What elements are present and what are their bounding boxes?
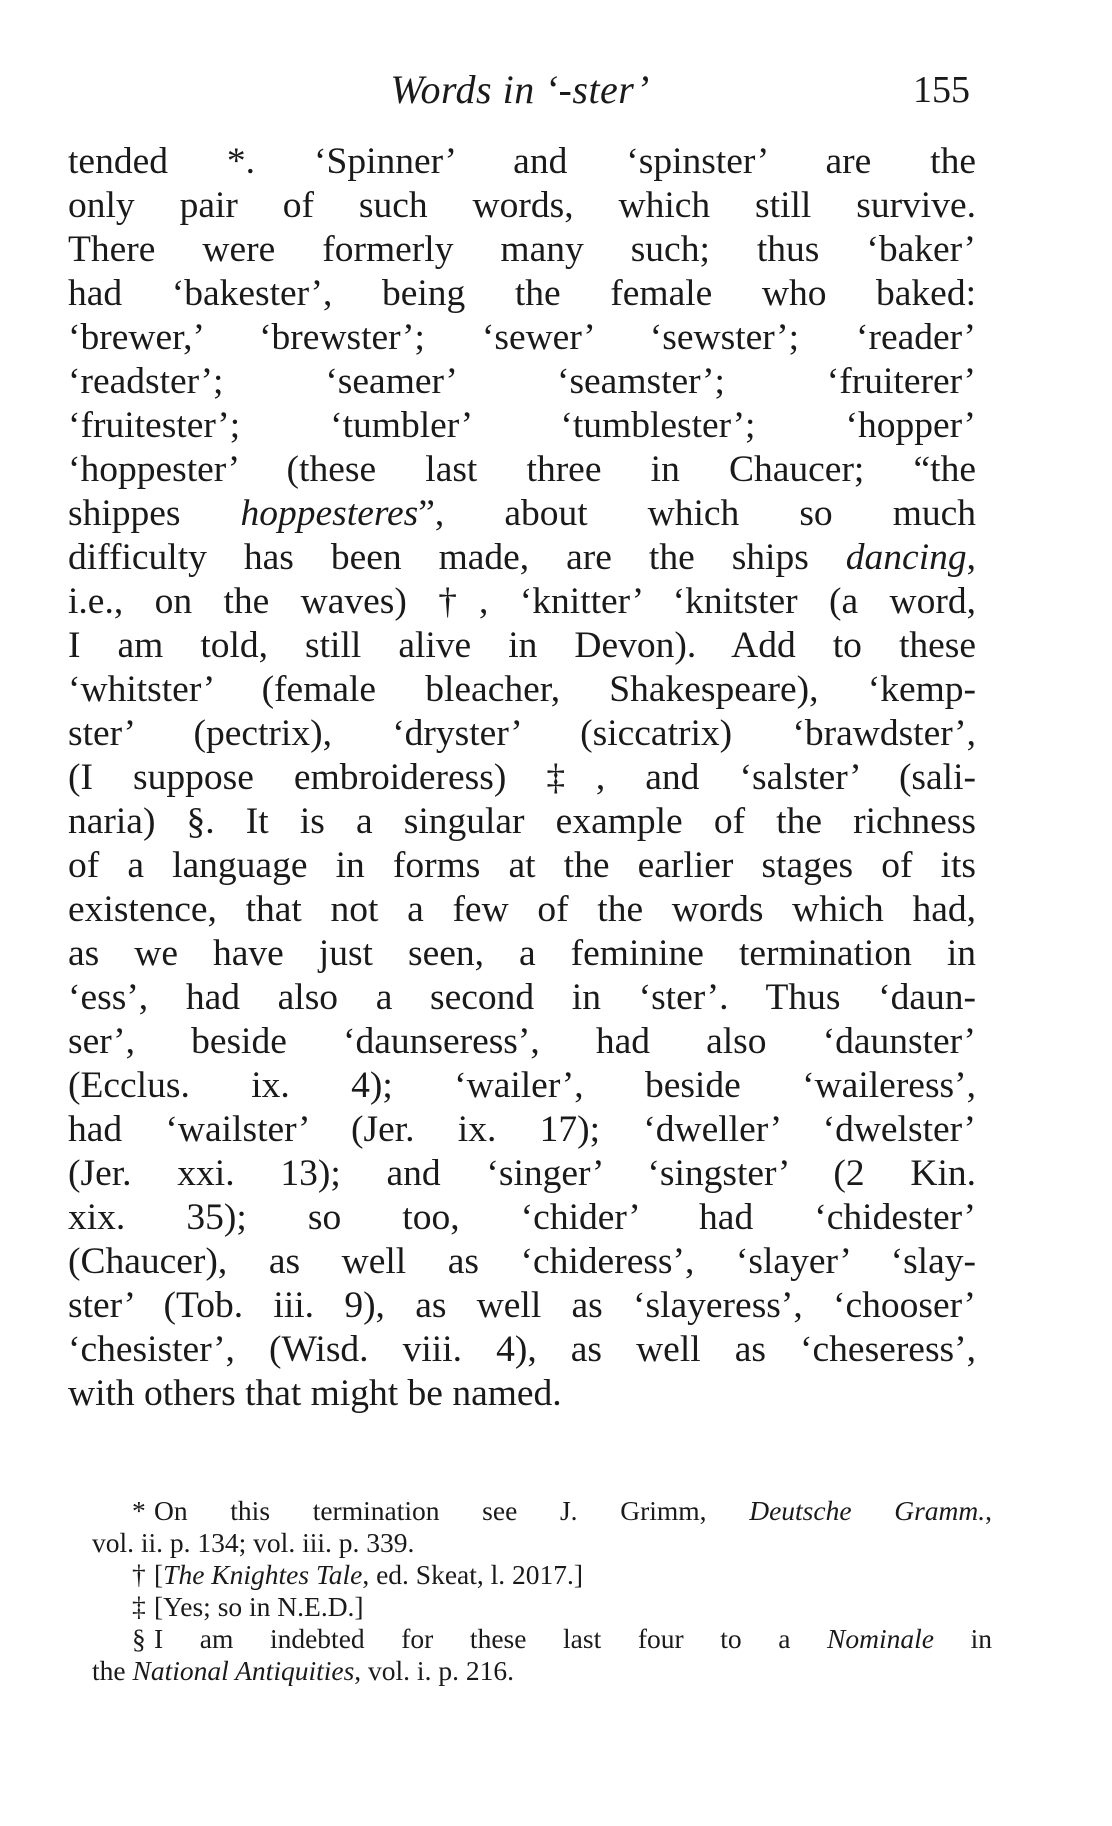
text-line: had ‘wailster’ (Jer. ix. 17); ‘dweller’ ‘dwelster’ bbox=[68, 1109, 976, 1150]
italic-term: National Antiquities bbox=[132, 1655, 355, 1686]
text-line: ster’ (Tob. iii. 9), as well as ‘slayeress’, ‘chooser’ bbox=[68, 1285, 976, 1326]
text-segment: shippes bbox=[68, 493, 241, 534]
text-line: ser’, beside ‘daunseress’, had also ‘daunster’ bbox=[68, 1021, 976, 1062]
italic-term: Deutsche Gramm. bbox=[749, 1495, 986, 1526]
running-title-suffix: ‘-ster’ bbox=[544, 67, 650, 112]
footnote-2 bbox=[92, 1559, 992, 1591]
footnote-4-continued bbox=[92, 1655, 992, 1687]
footnote-1-continued: vol. ii. p. 134; vol. iii. p. 339. bbox=[92, 1527, 415, 1558]
text-line: ‘brewer,’ ‘brewster’; ‘sewer’ ‘sewster’; ‘reader’ bbox=[68, 317, 976, 358]
text-segment: the bbox=[92, 1655, 133, 1686]
text-line: had ‘bakester’, being the female who baked: bbox=[68, 273, 976, 314]
text-segment: [Yes; so in N.E.D.] bbox=[154, 1591, 364, 1622]
text-line: ‘whitster’ (female bleacher, Shakespeare), ‘kemp- bbox=[68, 669, 976, 710]
text-line: I am told, still alive in Devon). Add to these bbox=[68, 625, 976, 666]
text-segment: , ed. Skeat, l. 2017.] bbox=[362, 1559, 584, 1590]
text-line: with others that might be named. bbox=[68, 1373, 562, 1414]
footnote-4 bbox=[92, 1623, 992, 1655]
body-text bbox=[68, 140, 976, 1416]
text-line: tended *. ‘Spinner’ and ‘spinster’ are the bbox=[68, 141, 976, 182]
text-line: ‘fruitester’; ‘tumbler’ ‘tumblester’; ‘hopper’ bbox=[68, 405, 976, 446]
text-line: (Ecclus. ix. 4); ‘wailer’, beside ‘waileress’, bbox=[68, 1065, 976, 1106]
text-line: only pair of such words, which still survive. bbox=[68, 185, 976, 226]
text-line: as we have just seen, a feminine termination in bbox=[68, 933, 976, 974]
text-segment: I am indebted for these last four to a bbox=[154, 1623, 828, 1654]
running-title-text: Words in bbox=[390, 67, 535, 112]
running-title bbox=[70, 62, 970, 118]
text-line: i.e., on the waves) †, ‘knitter’ ‘knitster (a word, bbox=[68, 581, 976, 622]
text-line: (Jer. xxi. 13); and ‘singer’ ‘singster’ (2 Kin. bbox=[68, 1153, 976, 1194]
text-segment: [ bbox=[154, 1559, 164, 1590]
text-line: ‘ess’, had also a second in ‘ster’. Thus ‘daun- bbox=[68, 977, 976, 1018]
text-line: naria) §. It is a singular example of the richness bbox=[68, 801, 976, 842]
text-line: existence, that not a few of the words which had, bbox=[68, 889, 976, 930]
text-segment: in bbox=[934, 1623, 992, 1654]
italic-term: Nominale bbox=[827, 1623, 934, 1654]
text-line: ‘hoppester’ (these last three in Chaucer; “the bbox=[68, 449, 976, 490]
text-segment: , vol. i. p. 216. bbox=[354, 1655, 514, 1686]
text-segment: , bbox=[985, 1495, 992, 1526]
text-line: ‘chesister’, (Wisd. viii. 4), as well as ‘cheseress’, bbox=[68, 1329, 976, 1370]
italic-term: The Knightes Tale bbox=[163, 1559, 363, 1590]
page-number: 155 bbox=[913, 69, 970, 111]
italic-term: hoppesteres bbox=[240, 493, 419, 534]
text-segment: On this termination see J. Grimm, bbox=[154, 1495, 750, 1526]
text-line: ster’ (pectrix), ‘dryster’ (siccatrix) ‘brawdster’, bbox=[68, 713, 976, 754]
text-line bbox=[68, 492, 976, 536]
text-line: There were formerly many such; thus ‘baker’ bbox=[68, 229, 976, 270]
italic-term: dancing bbox=[845, 537, 967, 578]
footnote-mark: § bbox=[132, 1623, 146, 1654]
text-line: ‘readster’; ‘seamer’ ‘seamster’; ‘fruiterer’ bbox=[68, 361, 976, 402]
text-line: xix. 35); so too, ‘chider’ had ‘chidester’ bbox=[68, 1197, 976, 1238]
text-segment: , bbox=[966, 537, 976, 578]
running-head bbox=[70, 62, 970, 118]
footnote-3 bbox=[92, 1591, 992, 1623]
text-segment: ”, about which so much bbox=[418, 493, 976, 534]
footnotes bbox=[92, 1495, 992, 1687]
text-line: (Chaucer), as well as ‘chideress’, ‘slayer’ ‘slay- bbox=[68, 1241, 976, 1282]
text-line: (I suppose embroideress) ‡, and ‘salster’ (sali- bbox=[68, 757, 976, 798]
footnote-mark: ‡ bbox=[132, 1591, 146, 1622]
footnote-1 bbox=[92, 1495, 992, 1527]
footnote-mark: † bbox=[132, 1559, 146, 1590]
text-line: of a language in forms at the earlier stages of its bbox=[68, 845, 976, 886]
text-line bbox=[68, 536, 976, 580]
text-segment: difficulty has been made, are the ships bbox=[68, 537, 846, 578]
footnote-mark: * bbox=[132, 1495, 146, 1526]
